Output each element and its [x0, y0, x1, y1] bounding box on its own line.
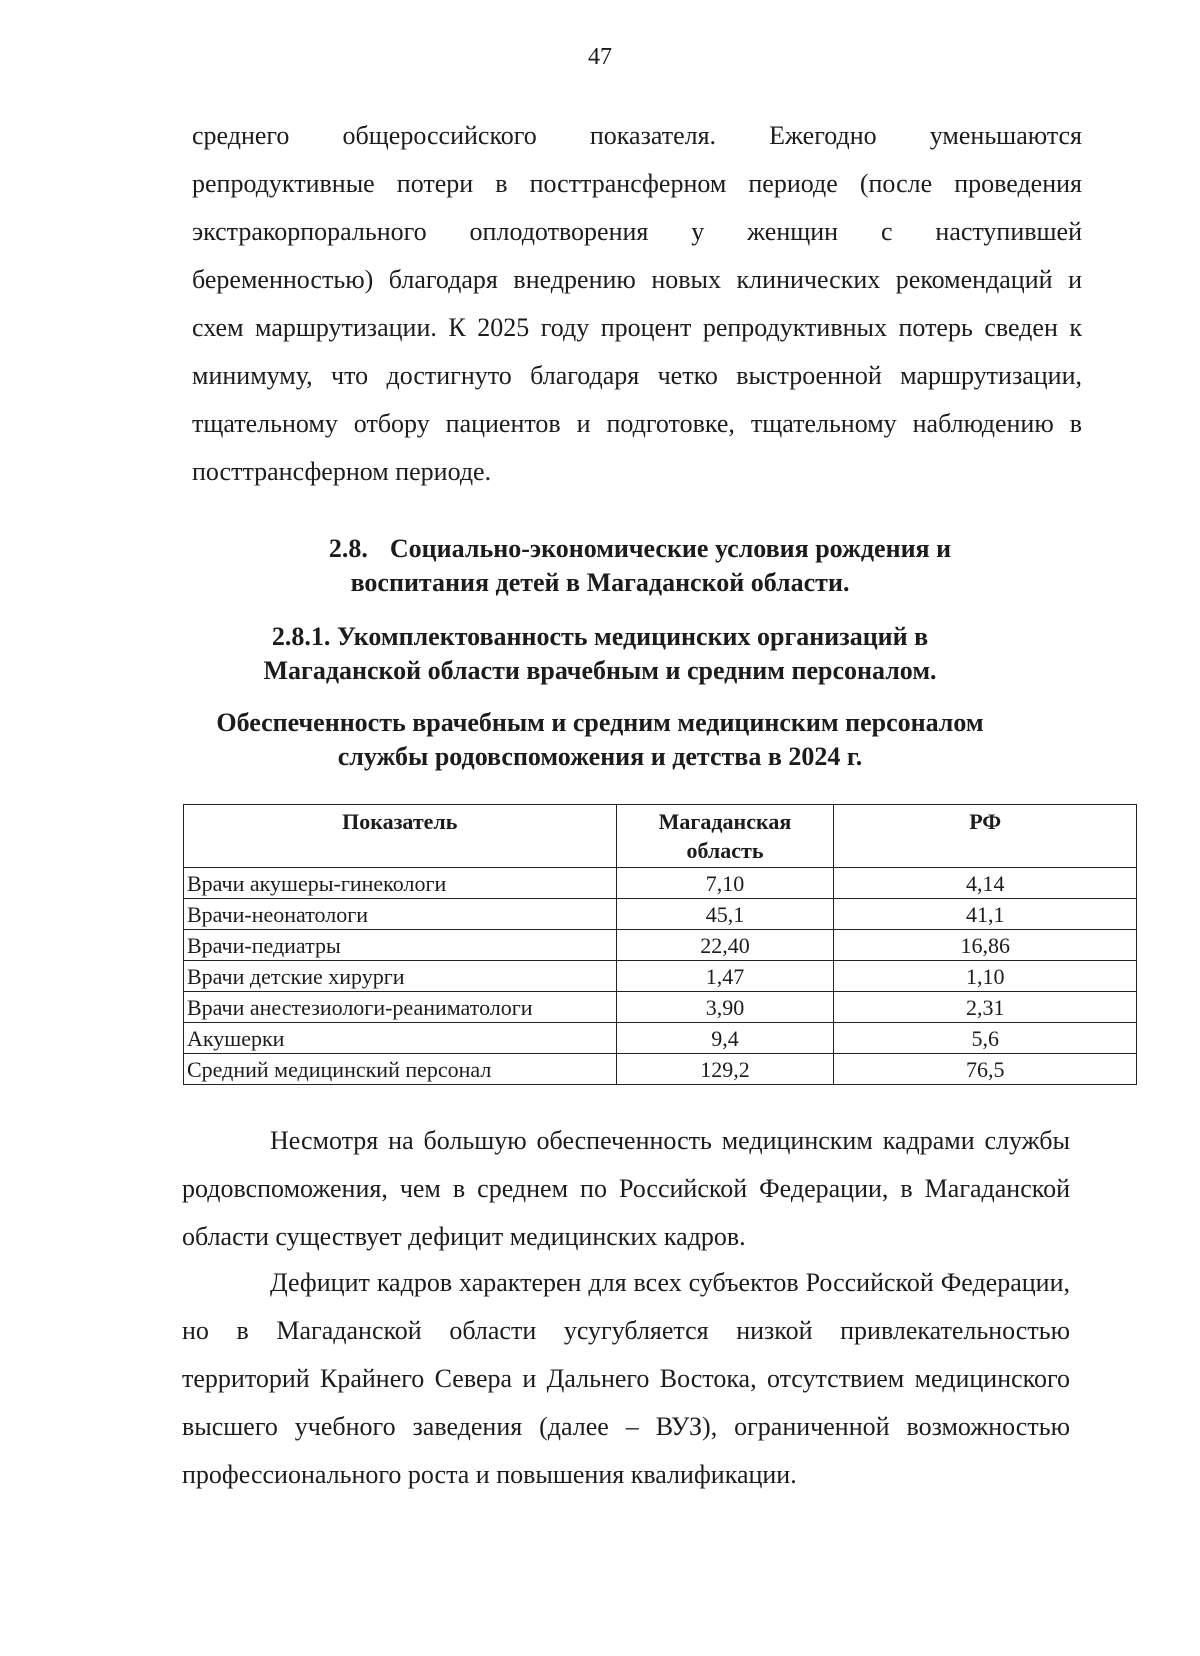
subsection-title-line-2: Магаданской области врачебным и средним персоналом.	[263, 656, 937, 685]
paragraph-staff-shortage: Несмотря на большую обеспеченность медицинским кадрами службы родовспоможения, чем в среднем по Российской Федерации, в Магаданской области существует дефицит медицинских кадров.	[182, 1126, 1070, 1251]
section-number: 2.8.	[328, 534, 368, 563]
staffing-table	[183, 804, 1137, 1085]
cell-indicator: Средний медицинский персонал	[184, 1054, 617, 1085]
table-row	[184, 961, 1137, 992]
table-row	[184, 868, 1137, 899]
cell-rf: 4,14	[834, 868, 1137, 899]
table-row	[184, 1054, 1137, 1085]
table-title	[0, 706, 1200, 774]
cell-indicator: Акушерки	[184, 1023, 617, 1054]
paragraph-shortage-causes: Дефицит кадров характерен для всех субъектов Российской Федерации, но в Магаданской области усугубляется низкой привлекательностью территорий Крайнего Севера и Дальнего Востока, отсутствием медицинского высшего учебного заведения (далее – ВУЗ), ограниченной возможностью профессионального роста и повышения квалификации.	[182, 1268, 1070, 1489]
cell-magadan: 22,40	[616, 930, 834, 961]
cell-magadan: 9,4	[616, 1023, 834, 1054]
paragraph-reproductive-losses: среднего общероссийского показателя. Ежегодно уменьшаются репродуктивные потери в посттрансферном периоде (после проведения экстракорпорального оплодотворения у женщин с наступившей беременностью) благодаря внедрению новых клинических рекомендаций и схем маршрутизации. К 2025 году процент репродуктивных потерь сведен к минимуму, что достигнуто благодаря четко выстроенной маршрутизации, тщательному отбору пациентов и подготовке, тщательному наблюдению в посттрансферном периоде.	[192, 121, 1082, 486]
cell-magadan: 1,47	[616, 961, 834, 992]
cell-rf: 76,5	[834, 1054, 1137, 1085]
table-header-row	[184, 805, 1137, 868]
cell-indicator: Врачи-неонатологи	[184, 899, 617, 930]
cell-magadan: 7,10	[616, 868, 834, 899]
cell-indicator: Врачи детские хирурги	[184, 961, 617, 992]
table-row	[184, 930, 1137, 961]
cell-magadan: 45,1	[616, 899, 834, 930]
cell-rf: 16,86	[834, 930, 1137, 961]
subsection-heading	[0, 620, 1200, 688]
table-title-line-2: службы родовспоможения и детства в 2024 г.	[337, 742, 863, 771]
header-rf: РФ	[834, 805, 1137, 868]
cell-indicator: Врачи-педиатры	[184, 930, 617, 961]
cell-magadan: 129,2	[616, 1054, 834, 1085]
subsection-title-line-1: 2.8.1. Укомплектованность медицинских организаций в	[271, 622, 929, 651]
table-row	[184, 1023, 1137, 1054]
table-row	[184, 992, 1137, 1023]
section-heading-line-1	[0, 532, 1200, 566]
cell-rf: 2,31	[834, 992, 1137, 1023]
table-title-line-1: Обеспеченность врачебным и средним медицинским персоналом	[216, 708, 984, 737]
header-magadan-region: Магаданская область	[616, 805, 834, 868]
section-title-line-1: Социально-экономические условия рождения и	[389, 534, 952, 563]
table-row	[184, 899, 1137, 930]
cell-indicator: Врачи акушеры-гинекологи	[184, 868, 617, 899]
section-title-line-2: воспитания детей в Магаданской области.	[350, 568, 850, 597]
section-heading	[0, 532, 1200, 600]
cell-indicator: Врачи анестезиологи-реаниматологи	[184, 992, 617, 1023]
cell-magadan: 3,90	[616, 992, 834, 1023]
cell-rf: 1,10	[834, 961, 1137, 992]
cell-rf: 5,6	[834, 1023, 1137, 1054]
page-number: 47	[588, 44, 612, 70]
header-indicator: Показатель	[184, 805, 617, 868]
cell-rf: 41,1	[834, 899, 1137, 930]
